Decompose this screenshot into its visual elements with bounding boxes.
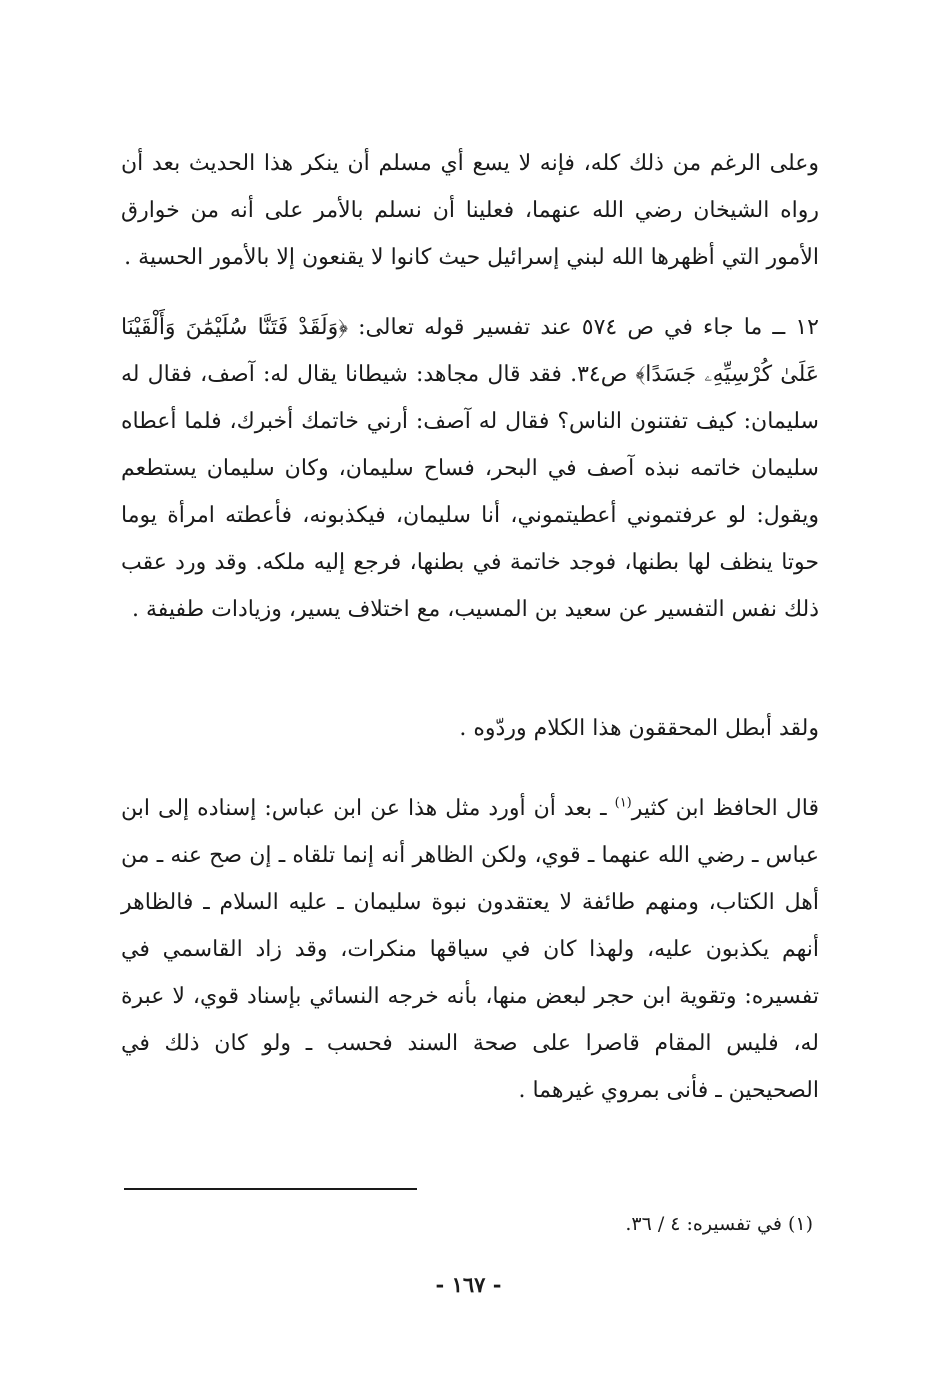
- paragraph-refutation: ولقد أبطل المحققون هذا الكلام وردّوه .: [459, 716, 819, 741]
- paragraph-ibn-kathir: [121, 785, 819, 1114]
- footnote: (١) في تفسيره: ٤ / ٣٦.: [625, 1213, 813, 1235]
- footnote-reference: (١): [614, 795, 632, 811]
- paragraph-ibn-kathir-body: ـ بعد أن أورد مثل هذا عن ابن عباس: إسناده إلى ابن عباس ـ رضي الله عنهما ـ قوي، ولكن الظاهر أنه إنما تلقاه ـ إن صح عنه ـ من أهل الكتاب، ومنهم طائفة لا يعتقدون نبوة سليمان ـ عليه السلام ـ فالظاهر أنهم يكذبون عليه، ولهذا كان في سياقها منكرات، وقد زاد القاسمي في تفسيره: وتقوية ابن حجر لبعض منها، بأنه خرجه النسائي بإسناد قوي، لا عبرة له، فليس المقام قاصرا على صحة السند فحسب ـ ولو كان ذلك في الصحيحين ـ فأنى بمروي غيرهما .: [121, 796, 819, 1103]
- paragraph-ibn-kathir-intro: قال الحافظ ابن كثير: [631, 796, 819, 821]
- paragraph-item-12: ١٢ ــ ما جاء في ص ٥٧٤ عند تفسير قوله تعالى: ﴿وَلَقَدْ فَتَنَّا سُلَيْمَٰنَ وَأَلْقَيْنَا عَلَىٰ كُرْسِيِّهِۦ جَسَدًا﴾ ص٣٤. فقد قال مجاهد: شيطانا يقال له: آصف، فقال له سليمان: كيف تفتنون الناس؟ فقال له آصف: أرني خاتمك أخبرك، فلما أعطاه سليمان خاتمه نبذه آصف في البحر، فساح سليمان، وكان سليمان يستطعم ويقول: لو عرفتموني أعطيتموني، أنا سليمان، فيكذبونه، فأعطته امرأة يوما حوتا ينظف لها بطنها، فوجد خاتمة في بطنها، فرجع إليه ملكه. وقد ورد عقب ذلك نفس التفسير عن سعيد بن المسيب، مع اختلاف يسير، وزيادات طفيفة .: [121, 315, 820, 622]
- footnote-divider: [124, 1188, 417, 1190]
- paragraph-conclusion: وعلى الرغم من ذلك كله، فإنه لا يسع أي مسلم أن ينكر هذا الحديث بعد أن رواه الشيخان رضي الله عنهما، فعلينا أن نسلم بالأمر على أنه من خوارق الأمور التي أظهرها الله لبني إسرائيل حيث كانوا لا يقنعون إلا بالأمور الحسية .: [121, 151, 819, 270]
- page-number: - ١٦٧ -: [435, 1272, 502, 1297]
